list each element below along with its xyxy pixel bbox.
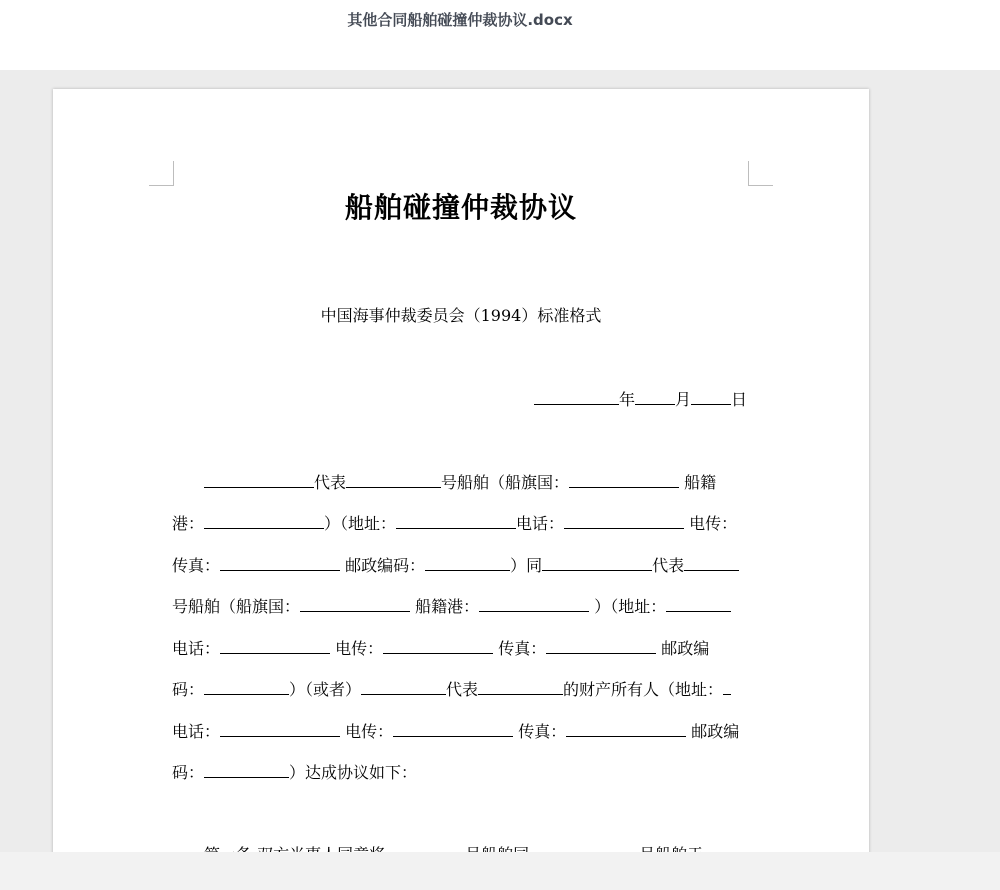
body-line-2 <box>172 511 752 534</box>
text-segment: 邮政编 <box>656 639 710 658</box>
text-segment: 邮政编 <box>686 722 740 741</box>
blank-day <box>691 389 731 405</box>
title-bar <box>0 0 1000 70</box>
text-segment: 船籍 <box>679 473 717 492</box>
blank-field <box>220 721 340 737</box>
blank-field <box>564 513 684 529</box>
document-page <box>53 89 869 889</box>
text-segment: 号船舶（船旗国： <box>172 597 301 616</box>
text-segment: 电话： <box>172 722 221 741</box>
text-segment: 码： <box>172 763 205 782</box>
text-segment: 传真： <box>493 639 547 658</box>
text-segment: 电传： <box>684 514 738 533</box>
blank-field <box>300 596 410 612</box>
text-segment: 电话： <box>172 639 221 658</box>
blank-field <box>666 596 731 612</box>
body-line-1 <box>204 470 784 493</box>
blank-field <box>425 555 510 571</box>
blank-field <box>546 638 656 654</box>
text-segment: ）达成协议如下： <box>289 763 418 782</box>
text-segment: 传真： <box>172 556 221 575</box>
text-segment: 电话： <box>516 514 565 533</box>
text-segment: ）（地址： <box>589 597 667 616</box>
blank-field <box>204 762 289 778</box>
blank-field <box>542 555 652 571</box>
blank-field <box>204 679 289 695</box>
blank-year <box>534 389 619 405</box>
text-segment: 电传： <box>340 722 394 741</box>
blank-field <box>220 638 330 654</box>
blank-field <box>566 721 686 737</box>
text-segment: 邮政编码： <box>340 556 426 575</box>
blank-field <box>361 679 446 695</box>
year-label: 年 <box>618 390 635 409</box>
blank-field <box>220 555 340 571</box>
blank-field <box>346 472 441 488</box>
margin-corner-top-left <box>149 161 174 186</box>
text-segment: ）（或者） <box>289 680 362 699</box>
text-segment: 传真： <box>513 722 567 741</box>
text-segment: 代表 <box>314 473 347 492</box>
margin-corner-top-right <box>748 161 773 186</box>
document-subtitle: 中国海事仲裁委员会（1994）标准格式 <box>320 306 602 325</box>
blank-field <box>204 513 324 529</box>
blank-field <box>569 472 679 488</box>
body-line-6 <box>172 677 752 700</box>
document-viewer[interactable] <box>0 70 1000 852</box>
blank-field <box>204 472 314 488</box>
body-line-4 <box>172 594 752 617</box>
blank-field <box>383 638 493 654</box>
blank-field <box>478 679 563 695</box>
text-segment: 号船舶（船旗国： <box>441 473 570 492</box>
date-line <box>534 387 747 410</box>
blank-field <box>723 679 731 695</box>
blank-field <box>396 513 516 529</box>
day-label: 日 <box>730 390 747 409</box>
body-line-8 <box>172 760 752 783</box>
document-filename: 其他合同船舶碰撞仲裁协议.docx <box>347 11 573 29</box>
blank-field <box>393 721 513 737</box>
month-label: 月 <box>674 390 691 409</box>
text-segment: 代表 <box>446 680 479 699</box>
text-segment: 的财产所有人（地址： <box>563 680 724 699</box>
text-segment: 港： <box>172 514 205 533</box>
text-segment: 船籍港： <box>410 597 480 616</box>
text-segment: ）同 <box>510 556 543 575</box>
body-line-5 <box>172 636 752 659</box>
text-segment: 代表 <box>652 556 685 575</box>
document-title: 船舶碰撞仲裁协议 <box>344 191 577 224</box>
horizontal-scrollbar[interactable] <box>0 852 1000 890</box>
blank-field <box>684 555 739 571</box>
text-segment: 电传： <box>330 639 384 658</box>
body-line-3 <box>172 553 752 576</box>
text-segment: ）（地址： <box>324 514 397 533</box>
text-segment: 码： <box>172 680 205 699</box>
blank-month <box>635 389 675 405</box>
blank-field <box>479 596 589 612</box>
body-line-7 <box>172 719 752 742</box>
